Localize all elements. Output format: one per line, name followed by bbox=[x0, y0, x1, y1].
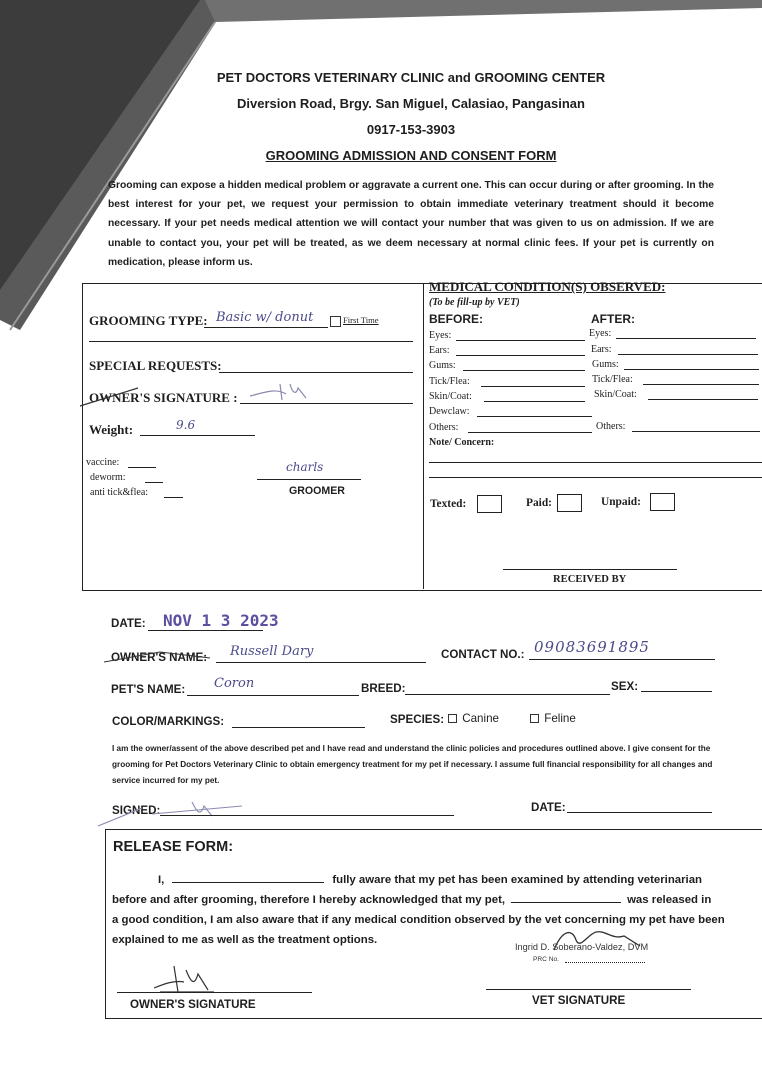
first-time-option[interactable] bbox=[330, 315, 379, 327]
groomer-label: GROOMER bbox=[289, 485, 345, 497]
medical-title: MEDICAL CONDITION(S) OBSERVED: bbox=[429, 279, 666, 294]
texted-label: Texted: bbox=[430, 498, 467, 510]
before-others-label: Others: bbox=[429, 422, 459, 433]
clinic-name: PET DOCTORS VETERINARY CLINIC and GROOMING CENTER bbox=[216, 70, 606, 85]
owner-release-signature-line[interactable] bbox=[117, 992, 312, 993]
feline-label: Feline bbox=[544, 712, 576, 725]
species-feline-option[interactable] bbox=[530, 712, 576, 725]
after-eyes-line[interactable] bbox=[616, 338, 756, 339]
clinic-phone: 0917-153-3903 bbox=[366, 122, 456, 137]
first-time-label: First Time bbox=[343, 315, 379, 325]
first-time-checkbox[interactable] bbox=[330, 316, 341, 327]
after-label: AFTER: bbox=[591, 312, 635, 326]
color-markings-line[interactable] bbox=[232, 727, 365, 728]
before-tickflea-line[interactable] bbox=[481, 386, 585, 387]
groomer-name[interactable]: charls bbox=[286, 460, 324, 474]
release-line-1 bbox=[112, 870, 762, 890]
breed-line[interactable] bbox=[405, 694, 610, 695]
before-skincoat-label: Skin/Coat: bbox=[429, 391, 472, 402]
panel-divider bbox=[423, 283, 424, 589]
deworm-line[interactable] bbox=[145, 482, 163, 483]
after-tickflea-line[interactable] bbox=[643, 384, 759, 385]
breed-label: BREED: bbox=[361, 682, 406, 695]
owner-signature-scribble bbox=[246, 378, 326, 406]
vet-signature-scribble bbox=[548, 920, 648, 960]
pet-name-line bbox=[187, 695, 359, 696]
grooming-extra-line bbox=[89, 341, 413, 342]
canine-checkbox[interactable] bbox=[448, 714, 457, 723]
after-gums-label: Gums: bbox=[592, 359, 619, 370]
after-others-line[interactable] bbox=[632, 431, 760, 432]
unpaid-label: Unpaid: bbox=[601, 496, 641, 508]
unpaid-checkbox[interactable] bbox=[650, 493, 675, 511]
owner-signature-strike-mark bbox=[78, 384, 148, 410]
canine-label: Canine bbox=[462, 712, 499, 725]
before-label: BEFORE: bbox=[429, 312, 483, 326]
before-others-line[interactable] bbox=[468, 432, 592, 433]
owner-name-value[interactable]: Russell Dary bbox=[230, 644, 314, 659]
species-canine-option[interactable] bbox=[448, 712, 499, 725]
prc-label: PRC No. bbox=[533, 956, 560, 963]
special-requests-label: SPECIAL REQUESTS: bbox=[89, 358, 222, 373]
feline-checkbox[interactable] bbox=[530, 714, 539, 723]
special-requests-line[interactable] bbox=[219, 372, 413, 373]
antitick-label: anti tick&flea: bbox=[90, 487, 149, 498]
owner-name-line bbox=[216, 662, 426, 663]
before-tickflea-label: Tick/Flea: bbox=[429, 376, 470, 387]
owner-name-label: OWNER'S NAME: bbox=[111, 651, 208, 664]
contact-value[interactable]: 09083691895 bbox=[534, 638, 650, 656]
release-paragraph bbox=[112, 870, 762, 950]
before-dewclaw-label: Dewclaw: bbox=[429, 406, 470, 417]
after-tickflea-label: Tick/Flea: bbox=[592, 374, 633, 385]
date-stamp[interactable]: NOV 1 3 2023 bbox=[163, 611, 279, 630]
pet-name-label: PET'S NAME: bbox=[111, 683, 186, 696]
before-eyes-label: Eyes: bbox=[429, 330, 452, 341]
release-pet-blank[interactable] bbox=[511, 890, 621, 903]
before-gums-line[interactable] bbox=[463, 370, 585, 371]
contact-label: CONTACT NO.: bbox=[441, 648, 525, 661]
clinic-address: Diversion Road, Brgy. San Miguel, Calasiao, Pangasinan bbox=[237, 96, 585, 111]
release-line2-text: before and after grooming, therefore I hereby acknowledged that my pet, bbox=[112, 894, 506, 906]
signed-line[interactable] bbox=[160, 815, 454, 816]
vet-signature-line[interactable] bbox=[486, 989, 691, 990]
after-gums-line[interactable] bbox=[624, 369, 759, 370]
release-i-label: I, bbox=[158, 874, 165, 886]
weight-line bbox=[140, 435, 255, 436]
release-line3-text: a good condition, I am also aware that if any medical condition observed by the vet concerning my pet have been explained to me as well as the treatment options. bbox=[112, 914, 725, 946]
pet-name-value[interactable]: Coron bbox=[214, 676, 255, 691]
note-concern-label: Note/ Concern: bbox=[429, 437, 495, 448]
owner-name-strike-mark bbox=[100, 648, 220, 666]
contact-line bbox=[529, 659, 715, 660]
intro-paragraph: Grooming can expose a hidden medical problem or aggravate a current one. This can occur during or after grooming. In the best interest for your pet, we request your permission to obtain immediate veterinary treatment should it become necessary. If your pet needs medical attention we will contact your number that was given to us on admission. If we are unable to contact you, your pet will be treated, as we deem necessary at normal clinic fees. If your pet is currently on medication, please inform us. bbox=[108, 180, 714, 268]
vaccine-label: vaccine: bbox=[86, 457, 120, 468]
prc-line bbox=[565, 962, 645, 963]
received-by-label: RECEIVED BY bbox=[553, 574, 627, 585]
form-title: GROOMING ADMISSION AND CONSENT FORM bbox=[265, 148, 557, 163]
consent-paragraph: I am the owner/assent of the above described pet and I have read and understand the clinic policies and procedures outlined above. I give consent for the grooming for Pet Doctors Veterinary Clinic to obtain emergency treatment for my pet if necessary. I assume full financial responsibility for all changes and service incurred for my pet. bbox=[112, 744, 713, 785]
release-title: RELEASE FORM: bbox=[113, 839, 234, 855]
paid-label: Paid: bbox=[526, 497, 552, 509]
owner-signature-label: OWNER'S SIGNATURE : bbox=[89, 390, 238, 405]
groomer-line bbox=[257, 479, 361, 480]
grooming-type-value[interactable]: Basic w/ donut bbox=[216, 310, 314, 325]
release-name-blank[interactable] bbox=[172, 870, 324, 883]
deworm-label: deworm: bbox=[90, 472, 126, 483]
texted-checkbox[interactable] bbox=[477, 495, 502, 513]
paid-checkbox[interactable] bbox=[557, 494, 582, 512]
received-by-line[interactable] bbox=[503, 569, 677, 570]
before-skincoat-line[interactable] bbox=[484, 401, 585, 402]
vet-signature-label: VET SIGNATURE bbox=[532, 994, 626, 1007]
before-eyes-line[interactable] bbox=[456, 340, 585, 341]
species-label: SPECIES: bbox=[390, 713, 445, 726]
weight-label: Weight: bbox=[89, 422, 134, 437]
medical-subtitle: (To be fill-up by VET) bbox=[429, 297, 520, 308]
before-gums-label: Gums: bbox=[429, 360, 456, 371]
after-eyes-label: Eyes: bbox=[589, 328, 612, 339]
signed-label: SIGNED: bbox=[112, 804, 161, 817]
date-line bbox=[148, 630, 263, 631]
after-skincoat-label: Skin/Coat: bbox=[594, 389, 637, 400]
before-ears-line[interactable] bbox=[456, 355, 585, 356]
date2-label: DATE: bbox=[531, 801, 566, 814]
date2-line[interactable] bbox=[567, 812, 712, 813]
note-line-2[interactable] bbox=[429, 477, 762, 478]
note-line-1[interactable] bbox=[429, 462, 762, 463]
owner-release-signature-label: OWNER'S SIGNATURE bbox=[130, 998, 256, 1011]
after-ears-label: Ears: bbox=[591, 344, 612, 355]
after-skincoat-line[interactable] bbox=[648, 399, 758, 400]
admission-box bbox=[82, 283, 762, 591]
before-ears-label: Ears: bbox=[429, 345, 450, 356]
sex-line[interactable] bbox=[641, 691, 712, 692]
vet-name-stamp: Ingrid D. Soberano-Valdez, DVM bbox=[515, 942, 649, 952]
grooming-type-line bbox=[204, 327, 328, 328]
after-ears-line[interactable] bbox=[618, 354, 758, 355]
date-label: DATE: bbox=[111, 617, 146, 630]
vaccine-line[interactable] bbox=[128, 467, 156, 468]
color-markings-label: COLOR/MARKINGS: bbox=[112, 715, 225, 728]
sex-label: SEX: bbox=[611, 680, 639, 693]
release-line1-text: fully aware that my pet has been examined by attending veterinarian bbox=[332, 874, 703, 886]
before-dewclaw-line[interactable] bbox=[477, 416, 592, 417]
grooming-type-label: GROOMING TYPE: bbox=[89, 313, 208, 328]
weight-value[interactable]: 9.6 bbox=[176, 418, 196, 432]
antitick-line[interactable] bbox=[164, 497, 183, 498]
release-line-2 bbox=[112, 890, 762, 910]
release-line2-end: was released in bbox=[627, 894, 712, 906]
after-others-label: Others: bbox=[596, 421, 626, 432]
